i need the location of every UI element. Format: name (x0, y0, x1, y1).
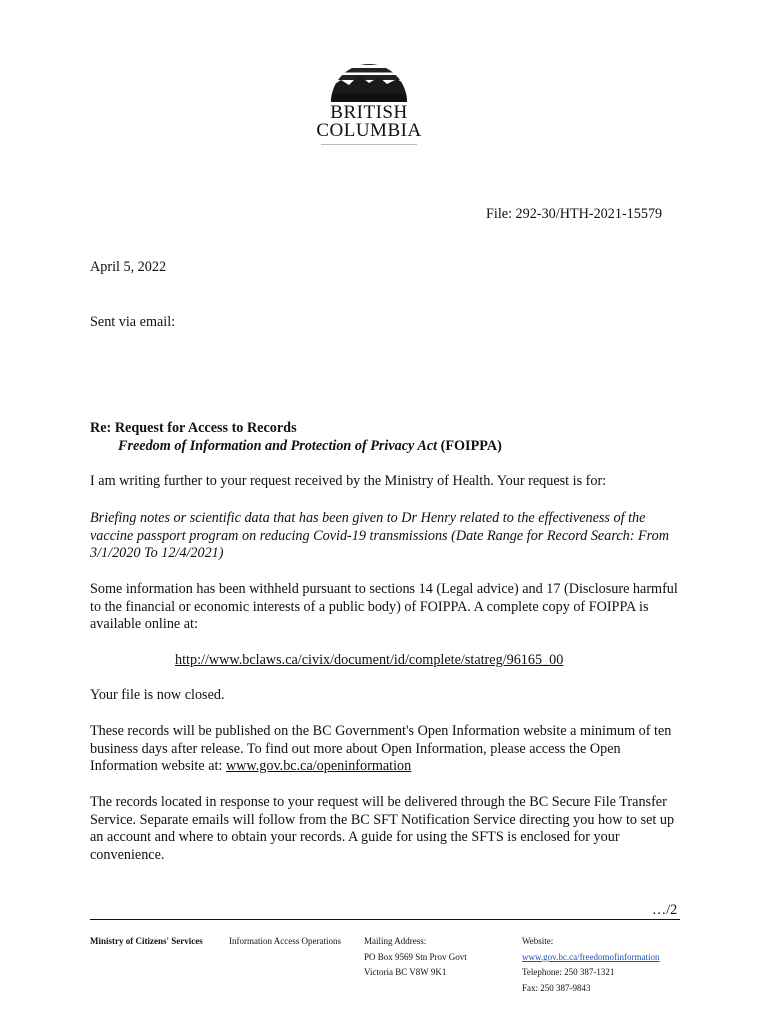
subject-line: Re: Request for Access to Records (90, 420, 297, 436)
subject-block (90, 420, 502, 455)
logo-text-columbia: COLUMBIA (316, 120, 422, 141)
footer-division: Information Access Operations (229, 936, 341, 946)
bc-government-logo (316, 44, 422, 145)
intro-paragraph: I am writing further to your request received by the Ministry of Health. Your request is for: (90, 473, 607, 489)
website-link[interactable]: www.gov.bc.ca/freedomofinformation (522, 951, 660, 962)
page-continuation-marker: …/2 (652, 902, 678, 918)
file-closed-paragraph: Your file is now closed. (90, 687, 225, 703)
open-information-paragraph (90, 723, 680, 776)
withheld-paragraph: Some information has been withheld pursuant to sections 14 (Legal advice) and 17 (Disclosure harmful to the financial or economic interests of a public body) of FOIPPA. A complete copy of FOIPPA is available online at: (90, 581, 678, 632)
open-information-text: These records will be published on the BC Government's Open Information website a minimum of ten business days after release. To find out more about Open Information, please access the Open Information website at: (90, 723, 672, 774)
telephone-number: Telephone: 250 387-1321 (522, 967, 615, 977)
letter-date: April 5, 2022 (90, 259, 167, 275)
footer-divider (90, 919, 680, 920)
file-reference: File: 292-30/HTH-2021-15579 (486, 206, 663, 222)
mailing-address-line1: PO Box 9569 Stn Prov Govt (364, 951, 467, 962)
mailing-address-line2: Victoria BC V8W 9K1 (364, 967, 447, 977)
bc-sun-mountain-icon (329, 44, 409, 102)
footer-contact (522, 934, 660, 996)
records-delivery-paragraph: The records located in response to your request will be delivered through the BC Secure File Transfer Service. Separate emails will follow from the BC SFT Notification Service directing you how to set up an account and where to obtain your records. A guide for using the SFTS is enclosed for your convenience. (90, 794, 675, 863)
website-label: Website: (522, 936, 554, 946)
sent-via-label: Sent via email: (90, 314, 176, 330)
open-information-link[interactable]: www.gov.bc.ca/openinformation (225, 758, 412, 774)
act-name: Freedom of Information and Protection of Privacy Act (118, 437, 438, 454)
footer-mailing-address (364, 934, 467, 981)
mailing-address-label: Mailing Address: (364, 936, 427, 946)
fax-number: Fax: 250 387-9843 (522, 982, 591, 993)
request-description: Briefing notes or scientific data that has been given to Dr Henry related to the effectiveness of the vaccine passport program on reducing Covid-19 transmissions (Date Range for Record Search: From 3/1/2020 To 12/4/2021) (90, 510, 669, 561)
footer-ministry: Ministry of Citizens' Services (90, 936, 203, 946)
act-abbreviation: (FOIPPA) (440, 437, 502, 454)
logo-divider (321, 144, 417, 145)
act-line (90, 438, 502, 456)
logo-text-british: BRITISH (330, 102, 408, 123)
foippa-url-link[interactable]: http://www.bclaws.ca/civix/document/id/complete/statreg/96165_00 (175, 652, 564, 668)
